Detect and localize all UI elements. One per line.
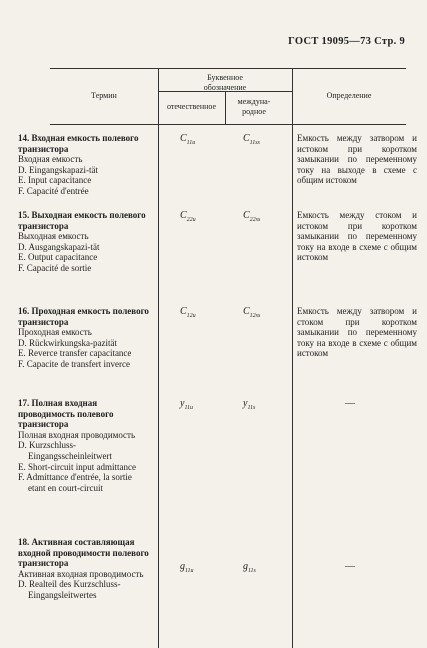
term-title: Активная составляющая входной проводимости полевого транзистора <box>18 537 149 569</box>
term-line: Активная входная проводимость <box>18 568 144 579</box>
term-title: Входная емкость полевого транзистора <box>18 133 139 154</box>
term-row-14 <box>18 133 150 197</box>
term-line: F. Admittance d'entrée, la sortie etant en court-circuit <box>18 472 132 493</box>
definition-16: Емкость между затвором и стоком при коротком замыкании по переменному току на входе в схеме с общим истоком <box>297 306 417 359</box>
term-number: 14. <box>18 133 30 143</box>
term-number: 16. <box>18 306 30 316</box>
term-line: D. Rückwirkungska-pazität <box>18 337 117 348</box>
term-line: D. Eingangskapazi-tät <box>18 164 98 175</box>
term-line: F. Capacite de transfert inverce <box>18 358 130 369</box>
term-title: Выходная емкость полевого транзистора <box>18 210 146 231</box>
term-line: Выходная емкость <box>18 231 89 242</box>
term-line: D. Ausgangskapazi-tät <box>18 241 100 252</box>
term-row-15 <box>18 210 150 274</box>
term-line: F. Capacité de sortie <box>18 262 92 273</box>
header-symbols: Буквенное обозначение <box>203 73 247 92</box>
header-international: междуна-родное <box>237 97 271 116</box>
term-line: Полная входная проводимость <box>18 429 136 440</box>
header-definition: Определение <box>326 91 372 100</box>
term-line: E. Output capacitance <box>18 252 98 263</box>
term-number: 15. <box>18 210 30 220</box>
symbol-international-18: $g_{11s}$ <box>243 561 256 574</box>
symbol-international-14: $C_{11ss}$ <box>243 133 260 146</box>
term-line: F. Capacité d'entrée <box>18 185 89 196</box>
symbol-international-17: $y_{11s}$ <box>243 398 256 411</box>
definition-15: Емкость между стоком и истоком при коротком замыкании по переменному току на входе в схеме с общим истоком <box>297 210 417 263</box>
terms-column-divider <box>158 68 159 648</box>
header-terms: Термин <box>91 91 117 100</box>
term-line: D. Kurzschluss-Eingangsscheinleitwert <box>18 440 112 461</box>
term-number: 18. <box>18 537 30 547</box>
definition-18: — <box>345 561 355 572</box>
term-line: E. Short-circuit input admittance <box>18 461 136 472</box>
symbol-domestic-18: $g_{11и}$ <box>180 561 194 574</box>
page-header: ГОСТ 19095—73 Стр. 9 <box>288 36 405 47</box>
term-line: Входная емкость <box>18 154 83 165</box>
term-line: Проходная емкость <box>18 327 92 338</box>
term-row-18 <box>18 537 150 601</box>
term-row-16 <box>18 306 150 370</box>
symbol-international-15: $C_{22ss}$ <box>243 210 261 223</box>
symbol-international-16: $C_{12ss}$ <box>243 306 261 319</box>
symbol-domestic-15: $C_{22и}$ <box>180 210 196 223</box>
term-line: E. Input capacitance <box>18 175 92 186</box>
term-number: 17. <box>18 398 30 408</box>
header-domestic: отечественное <box>166 102 217 111</box>
definition-14: Емкость между затвором и истоком при коротком замыкании по переменному току на выходе в схеме с общим истоком <box>297 133 417 186</box>
symbol-domestic-16: $C_{12и}$ <box>180 306 196 319</box>
table-top-border <box>50 68 406 69</box>
symbol-domestic-14: $C_{11и}$ <box>180 133 196 146</box>
definition-17: — <box>345 398 355 409</box>
symbol-domestic-17: $y_{11и}$ <box>180 398 194 411</box>
term-line: E. Reverce transfer capacitance <box>18 348 132 359</box>
term-title: Полная входная проводимость полевого транзистора <box>18 398 114 430</box>
term-title: Проходная емкость полевого транзистора <box>18 306 149 327</box>
table-header-bottom-border <box>50 124 406 125</box>
symbol-column-divider <box>225 91 226 125</box>
definition-column-divider <box>292 68 293 648</box>
term-line: D. Realteil des Kurzschluss-Eingangsleitwertes <box>18 579 121 600</box>
term-row-17 <box>18 398 150 493</box>
